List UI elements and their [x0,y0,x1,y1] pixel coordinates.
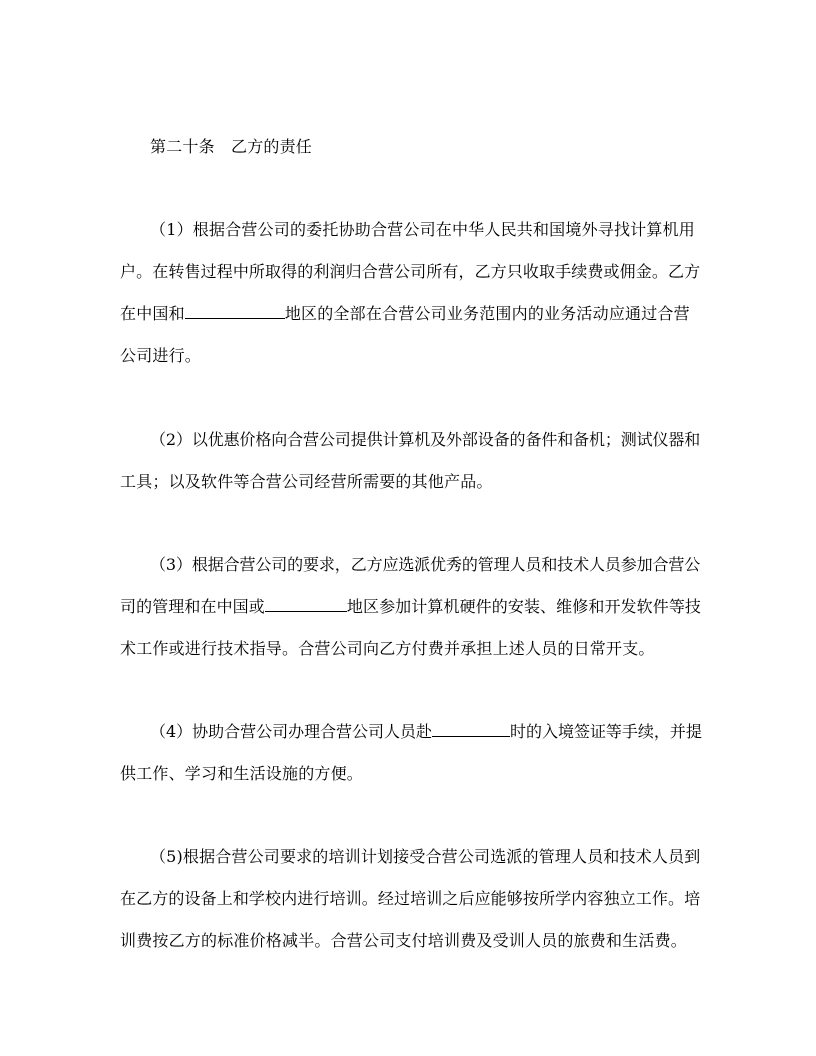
paragraph-1-line-3-text-before: 在中国和 [120,304,185,323]
paragraph-1-line-4: 公司进行。 [120,346,202,365]
fill-in-blank-destination [432,722,510,737]
paragraph-4-line-1-text-before: （4）协助合营公司办理合营公司人员赴 [150,722,432,741]
article-heading: 第二十条 乙方的责任 [150,137,313,156]
paragraph-1-line-3 [120,304,690,324]
paragraph-3-line-2 [120,597,701,617]
paragraph-1-line-3-text-after: 地区的全部在合营公司业务范围内的业务活动应通过合营 [284,304,690,323]
paragraph-3-line-1: （3）根据合营公司的要求，乙方应选派优秀的管理人员和技术人员参加合营公 [150,555,701,574]
paragraph-3-line-2-text-before: 司的管理和在中国或 [120,597,265,616]
paragraph-2-line-2: 工具；以及软件等合营公司经营所需要的其他产品。 [120,472,493,491]
paragraph-1-line-1: （1）根据合营公司的委托协助合营公司在中华人民共和国境外寻找计算机用 [150,220,695,239]
paragraph-4-line-1 [150,722,702,742]
paragraph-5-line-3: 训费按乙方的标准价格减半。合营公司支付培训费及受训人员的旅费和生活费。 [120,931,688,950]
paragraph-5-line-1: （5)根据合营公司要求的培训计划接受合营公司选派的管理人员和技术人员到 [150,847,701,866]
paragraph-5-line-2: 在乙方的设备上和学校内进行培训。经过培训之后应能够按所学内容独立工作。培 [120,889,701,908]
paragraph-2-line-1: （2）以优惠价格向合营公司提供计算机及外部设备的备件和备机；测试仪器和 [150,430,701,449]
paragraph-4-line-2: 供工作、学习和生活设施的方便。 [120,764,364,783]
fill-in-blank-region-1 [185,304,285,319]
paragraph-4-line-1-text-after: 时的入境签证等手续，并提 [510,722,702,741]
paragraph-3-line-3: 术工作或进行技术指导。合营公司向乙方付费并承担上述人员的日常开支。 [120,639,655,658]
paragraph-3-line-2-text-after: 地区参加计算机硬件的安装、维修和开发软件等技 [346,597,702,616]
fill-in-blank-region-2 [265,597,347,612]
paragraph-1-line-2: 户。在转售过程中所取得的利润归合营公司所有，乙方只收取手续费或佣金。乙方 [120,262,701,281]
